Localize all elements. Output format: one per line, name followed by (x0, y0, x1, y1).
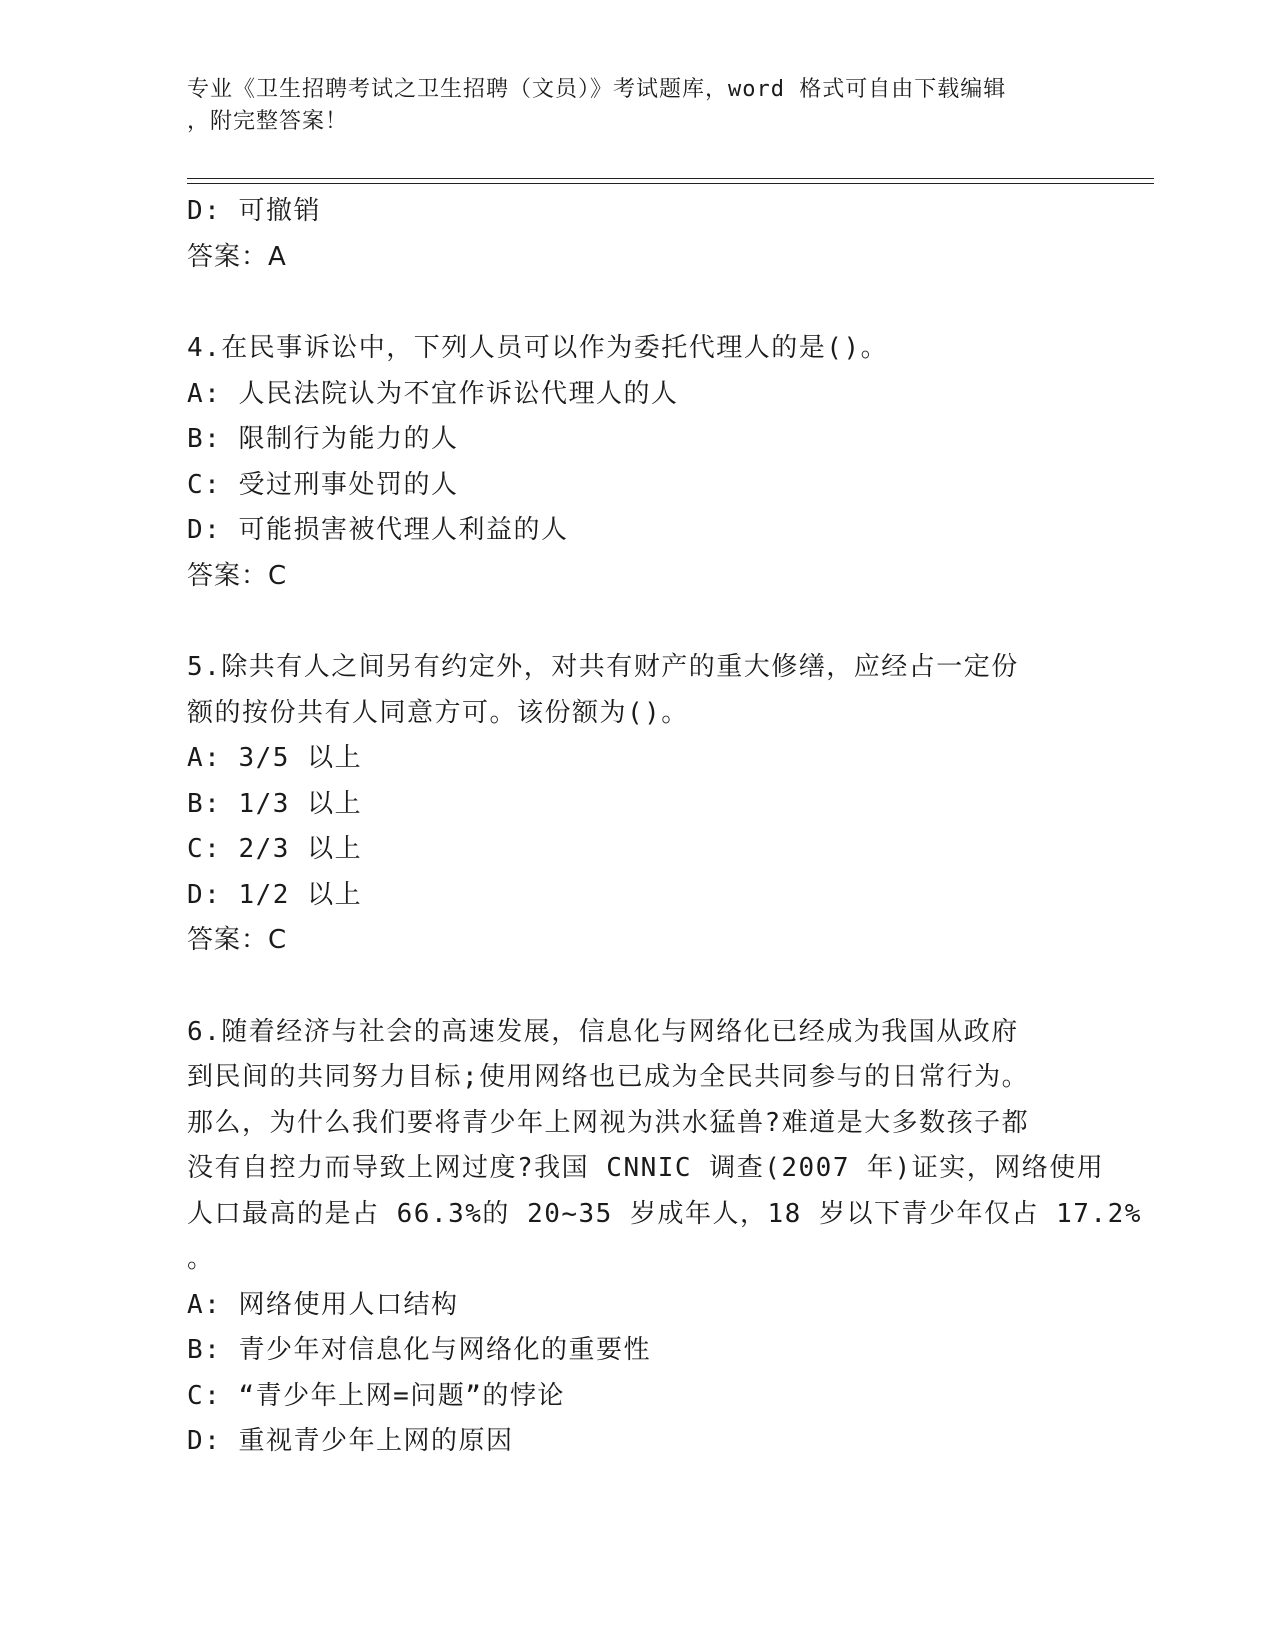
q5-option-a: A: 3/5 以上 (187, 743, 363, 773)
header-divider-top (187, 178, 1154, 179)
q6-stem-line-2: 到民间的共同努力目标;使用网络也已成为全民共同参与的日常行为。 (187, 1062, 1030, 1092)
q6-option-a: A: 网络使用人口结构 (187, 1289, 459, 1320)
q5-stem-line-2: 额的按份共有人同意方可。该份额为()。 (187, 697, 689, 728)
q4-option-a: A: 人民法院认为不宜作诉讼代理人的人 (187, 378, 679, 409)
q6-stem-line-1: 6.随着经济与社会的高速发展，信息化与网络化已经成为我国从政府 (187, 1016, 1019, 1047)
q4-option-b: B: 限制行为能力的人 (187, 424, 459, 454)
q4-option-d: D: 可能损害被代理人利益的人 (187, 515, 569, 545)
q3-option-d: D: 可撤销 (187, 196, 321, 226)
q3-answer: 答案：A (187, 241, 287, 272)
q4-stem: 4.在民事诉讼中，下列人员可以作为委托代理人的是()。 (187, 333, 889, 363)
q6-stem-line-4: 没有自控力而导致上网过度?我国 CNNIC 调查(2007 年)证实，网络使用 (187, 1153, 1105, 1183)
q6-option-b: B: 青少年对信息化与网络化的重要性 (187, 1335, 651, 1365)
q6-option-d: D: 重视青少年上网的原因 (187, 1426, 514, 1456)
q4-option-c: C: 受过刑事处罚的人 (187, 469, 459, 500)
document-body (187, 189, 1142, 1465)
question-6 (187, 1010, 1142, 1465)
q5-option-b: B: 1/3 以上 (187, 788, 363, 819)
question-4 (187, 326, 1087, 599)
q5-option-c: C: 2/3 以上 (187, 834, 363, 864)
header-line-2: ，附完整答案！ (187, 109, 349, 134)
q6-stem-line-3: 那么，为什么我们要将青少年上网视为洪水猛兽?难道是大多数孩子都 (187, 1107, 1030, 1138)
header-line-1: 专业《卫生招聘考试之卫生招聘（文员）》考试题库，word 格式可自由下载编辑 (187, 77, 1007, 102)
q5-stem-line-1: 5.除共有人之间另有约定外，对共有财产的重大修缮，应经占一定份 (187, 652, 1019, 682)
question-5 (187, 645, 1087, 964)
page-header (187, 74, 1087, 138)
q5-option-d: D: 1/2 以上 (187, 879, 363, 910)
spacer (187, 599, 1087, 645)
question-3-tail (187, 189, 1087, 280)
q6-option-c: C: “青少年上网=问题”的悖论 (187, 1380, 565, 1411)
header-divider-bottom (187, 183, 1154, 184)
q5-answer: 答案：C (187, 925, 288, 955)
q4-answer: 答案：C (187, 560, 288, 591)
spacer (187, 964, 1087, 1010)
q6-stem-line-6: 。 (187, 1244, 215, 1274)
spacer (187, 280, 1087, 326)
q6-stem-line-5: 人口最高的是占 66.3%的 20~35 岁成年人，18 岁以下青少年仅占 17.2% (187, 1198, 1142, 1229)
